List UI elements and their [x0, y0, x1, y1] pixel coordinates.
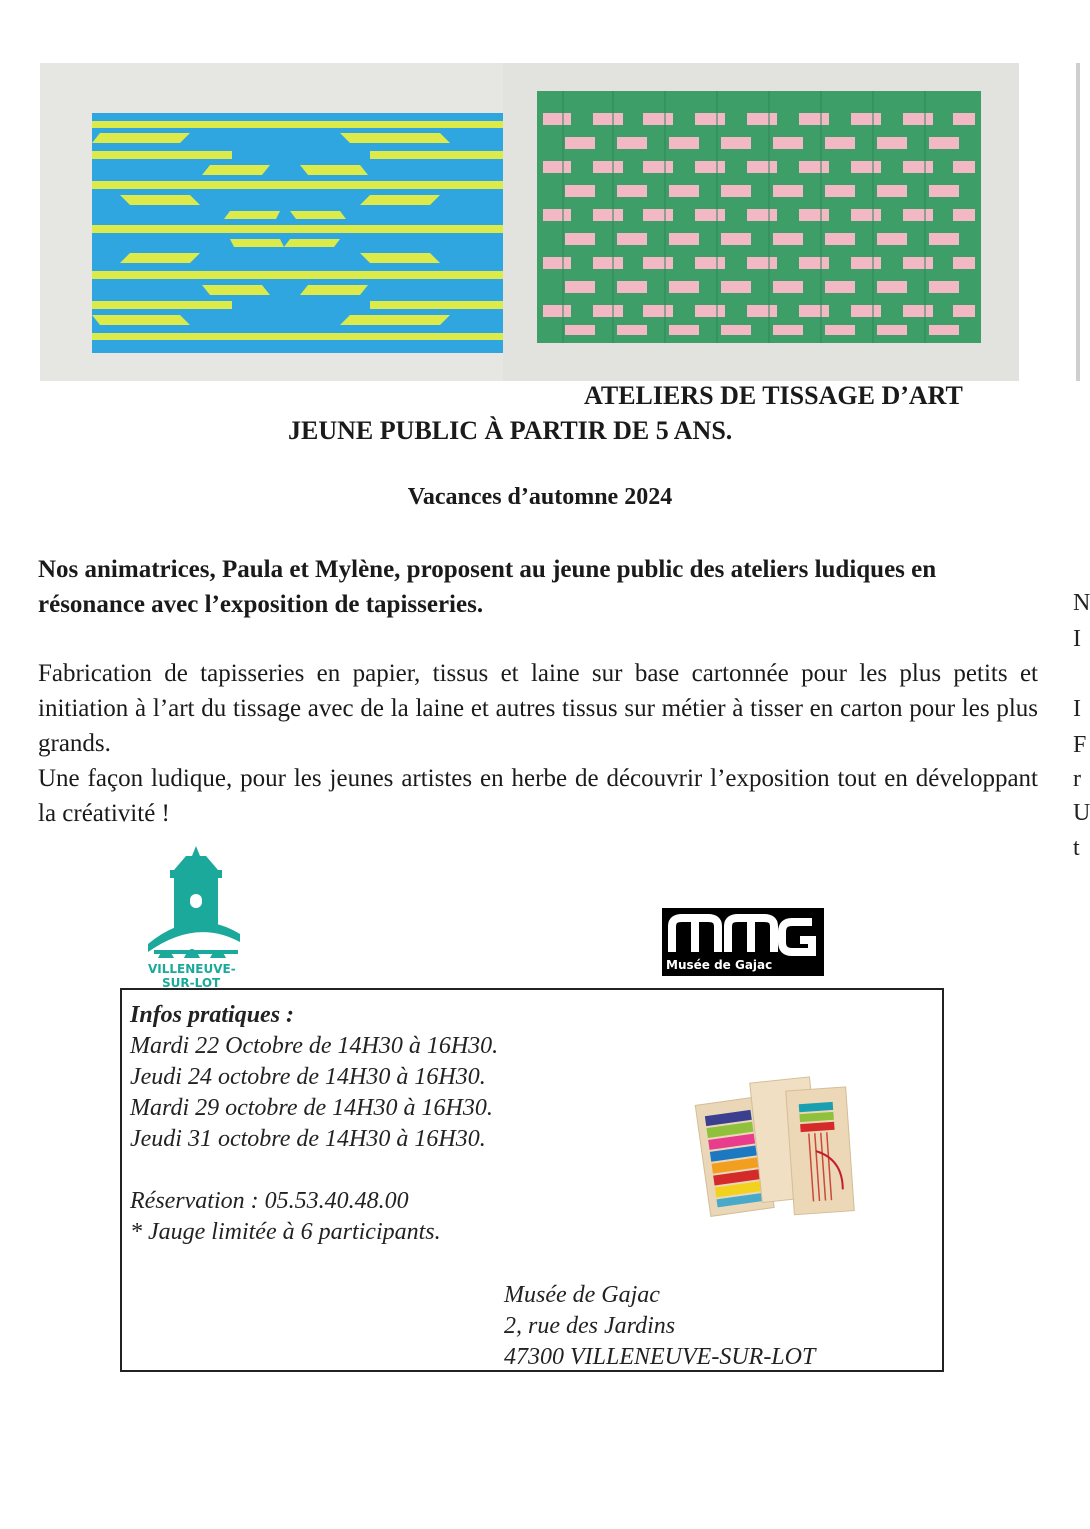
villeneuve-logo: [144, 846, 244, 990]
description-paragraph: Fabrication de tapisseries en papier, tissus et laine sur base cartonnée pour les plus petits et initiation à l’art du tissage avec de la laine et autres tissus sur métier à tisser en carton pour les plus grands.: [38, 660, 1038, 757]
intro-paragraph: Nos animatrices, Paula et Mylène, proposent au jeune public des ateliers ludiques en résonance avec l’exposition de tapisseries.: [38, 556, 937, 618]
page-title: ATELIERS DE TISSAGE D’ART: [584, 381, 963, 410]
villeneuve-logo-line1: VILLENEUVE-: [148, 962, 236, 976]
practical-info-box: [120, 988, 944, 1372]
info-title: Infos pratiques :: [130, 1002, 295, 1028]
address-line: 47300 VILLENEUVE-SUR-LOT: [504, 1344, 816, 1370]
edge-letter: r: [1073, 766, 1081, 792]
audience-subtitle: JEUNE PUBLIC À PARTIR DE 5 ANS.: [288, 416, 733, 445]
session-date: Jeudi 24 octobre de 14H30 à 16H30.: [130, 1064, 486, 1090]
edge-letter: I: [1073, 696, 1081, 722]
session-date: Mardi 29 octobre de 14H30 à 16H30.: [130, 1095, 493, 1121]
address-line: Musée de Gajac: [504, 1282, 660, 1308]
edge-letter: U: [1073, 800, 1090, 826]
weaving-photo-blue-yellow: [40, 63, 504, 381]
green-pink-weaving-image: [503, 63, 1019, 381]
description-block: [38, 656, 1038, 831]
gajac-logo: [662, 908, 824, 976]
edge-letter: F: [1073, 732, 1087, 758]
villeneuve-logo-line2: SUR-LOT: [162, 976, 221, 990]
blue-yellow-weaving-image: [40, 63, 504, 381]
weaving-photo-green-pink: [503, 63, 1019, 381]
edge-letter: I: [1073, 626, 1081, 652]
mg-monogram-icon: [662, 908, 824, 958]
session-date: Jeudi 31 octobre de 14H30 à 16H30.: [130, 1126, 486, 1152]
cropped-page-edge: [1076, 63, 1080, 381]
edge-letter: N: [1073, 590, 1090, 616]
session-date: Mardi 22 Octobre de 14H30 à 16H30.: [130, 1033, 499, 1059]
capacity-note: * Jauge limitée à 6 participants.: [130, 1219, 441, 1245]
edge-letter: t: [1073, 835, 1080, 861]
tower-bridge-icon: [144, 846, 244, 958]
description-paragraph: Une façon ludique, pour les jeunes artistes en herbe de découvrir l’exposition tout en développant la créativité !: [38, 765, 1038, 827]
gajac-logo-label: Musée de Gajac: [666, 958, 773, 972]
season-heading: Vacances d’automne 2024: [407, 484, 673, 510]
cardboard-loom-photo: [692, 1070, 872, 1220]
reservation-phone: Réservation : 05.53.40.48.00: [130, 1188, 409, 1214]
address-line: 2, rue des Jardins: [504, 1313, 676, 1339]
